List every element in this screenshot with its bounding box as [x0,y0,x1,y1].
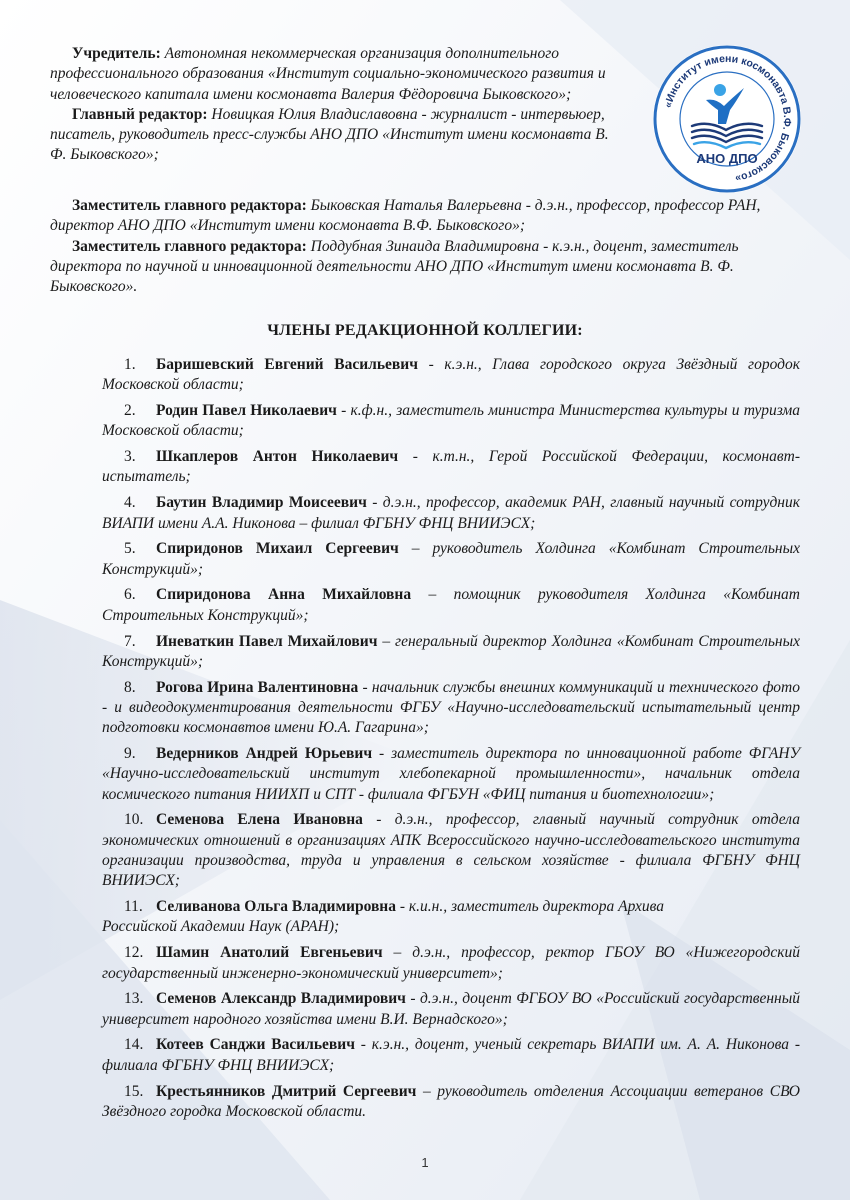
board-member [102,447,800,488]
member-number: 4. [124,494,136,512]
member-separator: - [372,745,392,763]
logo-bottom-text: АНО ДПО [696,151,758,166]
member-name: Спиридонов Михаил Сергеевич [156,540,399,558]
founder-label: Учредитель: [72,45,161,62]
board-member [102,943,800,984]
member-number: 3. [124,448,136,466]
board-member [102,401,800,442]
member-number: 10. [124,811,144,829]
member-name: Баутин Владимир Моисеевич [156,494,367,512]
member-description: к.и.н., заместитель директора Архива [408,898,665,916]
chief-editor-label: Главный редактор: [72,105,208,123]
deputy-editor-label: Заместитель главного редактора: [72,237,307,255]
member-name: Родин Павел Николаевич [156,402,337,420]
member-description: д.э.н., профессор, главный научный сотрудник отдела экономических отношений в организациях АПК Всероссийского научно-исследовательского института организации производства, труда и управления в сельском хозяйстве - филиала ФГБНУ ФНЦ ВНИИЭСХ; [102,811,800,890]
member-name: Рогова Ирина Валентиновна [156,678,359,696]
board-member [102,355,800,396]
member-description: руководитель Холдинга «Комбинат Строительных Конструкций»; [102,540,800,578]
member-name: Иневаткин Павел Михайлович [156,632,378,650]
member-description: руководитель отделения Ассоциации ветеранов СВО Звёздного городка Московской области. [102,1082,800,1120]
member-name: Крестьянников Дмитрий Сергеевич [156,1082,417,1100]
page-number: 1 [421,1155,429,1170]
member-description: к.э.н., Глава городского округа Звёздный городок Московской области; [102,356,800,394]
member-separator: – [377,632,396,650]
member-separator: – [411,586,454,604]
member-number: 13. [124,990,144,1008]
member-separator: - [366,494,383,512]
member-description: заместитель директора по инновационной работе ФГАНУ «Научно-исследовательский институт хлебопекарной промышленности», начальник отдела космического питания НИИХП и СПТ - филиала ФГБУН «ФИЦ питания и биотехнологии»; [102,745,800,803]
member-number: 9. [124,745,136,763]
member-name: Ведерников Андрей Юрьевич [156,745,373,763]
deputy-editor-line [50,196,805,237]
member-number: 6. [124,586,136,604]
member-separator: - [398,448,433,466]
member-separator: - [405,990,420,1008]
founder-line [50,44,620,105]
member-number: 2. [124,402,136,420]
member-separator: - [396,898,409,916]
member-name: Семенова Елена Ивановна [156,811,363,829]
member-separator: - [358,678,372,696]
deputy-editor-text: Быковская Наталья Валерьевна - д.э.н., профессор, профессор РАН, директор АНО ДПО «Институт имени космонавта В.Ф. Быковского»; [50,197,761,235]
member-separator: – [416,1082,438,1100]
board-member [102,493,800,534]
member-separator: – [382,944,413,962]
member-number: 14. [124,1036,144,1054]
member-description: к.э.н., доцент, ученый секретарь ВИАПИ им. А. А. Никонова - филиала ФГБНУ ФНЦ ВНИИЭСХ; [102,1036,800,1074]
board-members-list [102,355,800,1128]
member-separator: - [417,356,445,373]
member-separator: - [354,1036,372,1054]
deputy-editor-label: Заместитель главного редактора: [72,197,307,214]
member-description: д.э.н., профессор, академик РАН, главный научный сотрудник ВИАПИ имени А.А. Никонова – филиал ФГБНУ ФНЦ ВНИИЭСХ; [102,494,800,532]
member-description-continuation: Российской Академии Наук (АРАН); [102,918,340,936]
member-number: 1. [124,356,136,373]
board-member [102,632,800,673]
member-separator: - [336,402,351,420]
institute-logo [652,44,802,194]
logo-ring-text: «Институт имени космонавта В.Ф. Быковского» [662,52,794,185]
deputy-editor-line [50,237,805,298]
masthead [50,44,620,166]
member-number: 7. [124,632,136,650]
member-name: Спиридонова Анна Михайловна [156,586,412,604]
board-member [102,1082,800,1123]
board-member [102,897,800,938]
chief-editor-line [50,105,620,166]
member-name: Селиванова Ольга Владимировна [156,898,396,916]
member-separator: - [362,811,395,829]
member-number: 11. [124,898,143,916]
member-name: Котеев Санджи Васильевич [156,1036,355,1054]
board-title: ЧЛЕНЫ РЕДАКЦИОННОЙ КОЛЛЕГИИ: [267,322,583,339]
deputies-block [50,196,805,297]
member-description: помощник руководителя Холдинга «Комбинат Строительных Конструкций»; [102,586,800,624]
member-name: Баришевский Евгений Васильевич [156,356,418,373]
board-member [102,539,800,580]
member-number: 12. [124,944,144,962]
member-description: д.э.н., доцент ФГБОУ ВО «Российский государственный университет народного хозяйства имени В.И. Вернадского»; [102,990,800,1028]
board-member [102,585,800,626]
member-description: д.э.н., профессор, ректор ГБОУ ВО «Нижегородский государственный инженерно-экономический университет»; [102,944,800,982]
board-member [102,1035,800,1076]
member-number: 15. [124,1082,144,1100]
member-description: начальник службы внешних коммуникаций и технического фото - и видеодокументирования деятельности ФГБУ «Научно-исследовательский испытательный центр подготовки космонавтов имени Ю.А. Гагарина»; [102,678,800,737]
member-name: Шкаплеров Антон Николаевич [156,448,399,466]
member-separator: – [398,540,433,558]
member-number: 8. [124,678,136,696]
board-member [102,678,800,739]
deputy-editor-text: Поддубная Зинаида Владимировна - к.э.н., доцент, заместитель директора по научной и инновационной деятельности АНО ДПО «Институт имени космонавта В. Ф. Быковского». [50,237,739,296]
member-name: Семенов Александр Владимирович [156,990,406,1008]
board-member [102,744,800,805]
board-member [102,810,800,891]
member-number: 5. [124,540,136,558]
board-member [102,989,800,1030]
founder-text: Автономная некоммерческая организация дополнительного профессионального образования «Институт социально-экономического развития и человеческого капитала имени космонавта Валерия Фёдоровича Быковского»; [50,45,606,103]
member-description: к.т.н., Герой Российской Федерации, космонавт-испытатель; [102,448,801,486]
member-description: к.ф.н., заместитель министра Министерства культуры и туризма Московской области; [102,402,800,440]
member-description: генеральный директор Холдинга «Комбинат Строительных Конструкций»; [102,632,801,670]
member-name: Шамин Анатолий Евгеньевич [156,944,383,962]
chief-editor-text: Новицкая Юлия Владиславовна - журналист - интервьюер, писатель, руководитель пресс-службы АНО ДПО «Институт имени космонавта В. Ф. Быковского»; [50,105,609,164]
